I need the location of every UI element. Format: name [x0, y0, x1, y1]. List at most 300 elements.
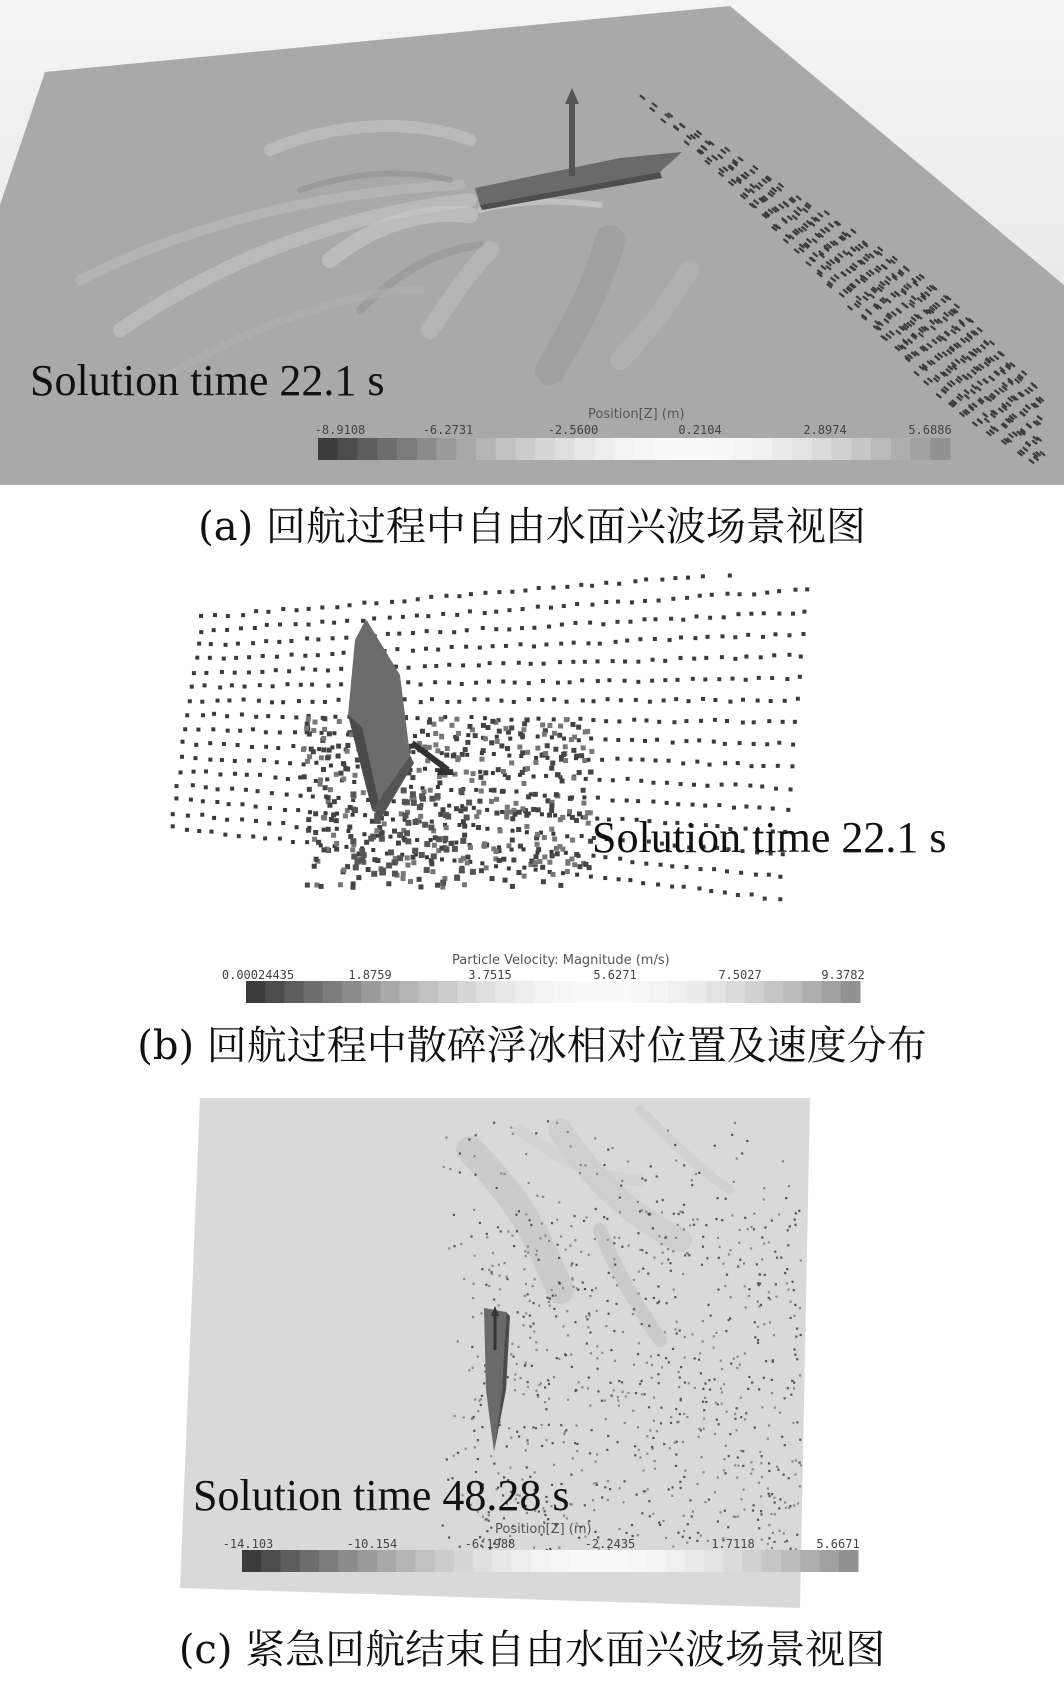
- ice-particle: [458, 808, 463, 813]
- ice-particle: [265, 623, 269, 627]
- ice-particle: [636, 1493, 638, 1495]
- colorbar-cell: [304, 981, 324, 1003]
- ice-particle: [781, 1436, 783, 1438]
- ice-particle: [736, 893, 740, 897]
- ice-particle: [720, 783, 724, 787]
- ice-particle: [488, 661, 492, 665]
- ice-particle: [490, 1527, 492, 1529]
- ice-particle: [524, 1364, 526, 1366]
- ice-particle: [204, 769, 208, 773]
- ice-particle: [781, 720, 785, 724]
- ice-particle: [771, 807, 775, 811]
- ice-particle: [336, 754, 341, 759]
- colorbar-cell: [745, 981, 765, 1003]
- ice-particle: [494, 864, 498, 868]
- ice-particle: [278, 837, 282, 841]
- ice-particle: [542, 854, 547, 859]
- ice-particle: [492, 752, 496, 756]
- ice-particle: [654, 759, 658, 763]
- ice-particle: [758, 1305, 760, 1307]
- ice-particle: [790, 1548, 792, 1550]
- ice-particle: [674, 1296, 676, 1298]
- ice-particle: [727, 1526, 729, 1528]
- ice-particle: [390, 600, 394, 604]
- ice-particle: [750, 1473, 752, 1475]
- ice-particle: [590, 603, 594, 607]
- ice-particle: [322, 816, 327, 821]
- ice-particle: [771, 1392, 773, 1394]
- ice-particle: [680, 1487, 682, 1489]
- ice-particle: [689, 1224, 691, 1226]
- ice-particle: [548, 1240, 550, 1242]
- ice-particle: [527, 1381, 529, 1383]
- ice-particle: [612, 1276, 614, 1278]
- ice-particle: [687, 699, 691, 703]
- ice-particle: [533, 792, 538, 797]
- ice-particle: [532, 774, 536, 778]
- ice-particle: [633, 1279, 635, 1281]
- ice-particle: [682, 1273, 684, 1275]
- colorbar-cell: [772, 438, 792, 460]
- colorbar-cell: [419, 981, 439, 1003]
- ice-particle: [516, 1311, 518, 1313]
- ice-particle: [490, 1455, 492, 1457]
- ice-particle: [302, 774, 307, 779]
- ice-particle: [185, 828, 189, 832]
- ice-particle: [415, 614, 419, 618]
- ice-particle: [715, 1401, 717, 1403]
- ice-particle: [273, 776, 277, 780]
- ice-particle: [331, 833, 336, 838]
- colorbar-cell: [323, 981, 343, 1003]
- ice-particle: [251, 727, 255, 731]
- ice-particle: [486, 1530, 488, 1532]
- ice-particle: [669, 1262, 671, 1264]
- ice-particle: [589, 875, 593, 879]
- ice-particle: [676, 678, 680, 682]
- ice-particle: [465, 753, 469, 757]
- ice-particle: [281, 821, 285, 825]
- ice-particle: [734, 1418, 736, 1420]
- ice-particle: [726, 592, 730, 596]
- colorbar-cell: [930, 438, 950, 460]
- ice-particle: [314, 761, 318, 765]
- ice-particle: [677, 1532, 679, 1534]
- ice-particle: [779, 1498, 781, 1500]
- ice-particle: [618, 1237, 620, 1239]
- ice-particle: [452, 859, 456, 863]
- ice-particle: [737, 1515, 739, 1517]
- ice-particle: [439, 734, 444, 739]
- ice-particle: [549, 766, 554, 771]
- ice-particle: [512, 700, 516, 704]
- colorbar-cell: [762, 1550, 782, 1572]
- ice-particle: [511, 829, 515, 833]
- ice-particle: [706, 635, 710, 639]
- ice-particle: [466, 733, 470, 737]
- ice-particle: [754, 1426, 756, 1428]
- ice-particle: [312, 864, 317, 869]
- ice-particle: [705, 1224, 707, 1226]
- ice-particle: [556, 1219, 558, 1221]
- ice-particle: [604, 581, 608, 585]
- ice-particle: [576, 1287, 578, 1289]
- ice-particle: [736, 1407, 738, 1409]
- ice-particle: [606, 1449, 608, 1451]
- ice-particle: [788, 1507, 790, 1509]
- colorbar-cell: [781, 1550, 801, 1572]
- ice-particle: [308, 810, 312, 814]
- ice-particle: [204, 671, 208, 675]
- ice-particle: [799, 1374, 801, 1376]
- ice-particle: [635, 1392, 637, 1394]
- colorbar-cell: [871, 438, 891, 460]
- ice-particle: [525, 1255, 527, 1257]
- ice-particle: [704, 1382, 706, 1384]
- ice-particle: [719, 1246, 721, 1248]
- ice-particle: [741, 698, 745, 702]
- ice-particle: [525, 1362, 527, 1364]
- ice-particle: [565, 861, 570, 866]
- ice-particle: [660, 1422, 662, 1424]
- ice-particle: [757, 1342, 759, 1344]
- ice-particle: [700, 1534, 702, 1536]
- ice-particle: [768, 1470, 770, 1472]
- ice-particle: [692, 783, 696, 787]
- ice-particle: [416, 716, 420, 720]
- ice-particle: [549, 606, 553, 610]
- ice-particle: [491, 1273, 493, 1275]
- ice-particle: [705, 784, 709, 788]
- ice-particle: [619, 1487, 621, 1489]
- ice-particle: [555, 1315, 557, 1317]
- ice-particle: [552, 717, 556, 721]
- ice-particle: [527, 1443, 529, 1445]
- ice-particle: [525, 717, 530, 722]
- ice-particle: [617, 1396, 619, 1398]
- ice-particle: [472, 1367, 474, 1369]
- ice-particle: [796, 1358, 798, 1360]
- ice-particle: [494, 797, 499, 802]
- ice-particle: [588, 1376, 590, 1378]
- ice-particle: [750, 893, 754, 897]
- ice-particle: [526, 794, 531, 799]
- ice-particle: [477, 1356, 479, 1358]
- colorbar-cell: [674, 438, 694, 460]
- ice-particle: [552, 731, 557, 736]
- ice-particle: [641, 1209, 643, 1211]
- ice-particle: [497, 590, 501, 594]
- ice-particle: [324, 811, 328, 815]
- ice-particle: [652, 1513, 654, 1515]
- panel-c: [0, 1090, 1064, 1620]
- ice-particle: [396, 841, 401, 846]
- ice-particle: [607, 1435, 609, 1437]
- ice-particle: [417, 768, 422, 773]
- ice-particle: [532, 626, 536, 630]
- ice-particle: [307, 607, 311, 611]
- ice-particle: [689, 1537, 691, 1539]
- ice-particle: [745, 1306, 747, 1308]
- ice-particle: [694, 614, 698, 618]
- ice-particle: [694, 1387, 696, 1389]
- ice-particle: [681, 761, 685, 765]
- ice-particle: [759, 1451, 761, 1453]
- colorbar-tick: 1.8759: [348, 968, 392, 982]
- ice-particle: [436, 785, 440, 789]
- panel-b: [0, 565, 1064, 1015]
- colorbar-cell: [693, 438, 713, 460]
- ice-particle: [263, 836, 267, 840]
- ice-particle: [239, 626, 243, 630]
- ice-particle: [582, 1281, 584, 1283]
- ice-particle: [483, 611, 487, 615]
- ice-particle: [660, 1243, 662, 1245]
- ice-particle: [710, 1314, 712, 1316]
- ice-particle: [763, 1187, 765, 1189]
- ice-particle: [560, 847, 565, 852]
- ice-particle: [299, 794, 303, 798]
- ice-particle: [752, 720, 756, 724]
- ice-particle: [485, 827, 489, 831]
- ice-particle: [802, 610, 806, 614]
- ice-particle: [689, 1499, 691, 1501]
- ice-particle: [703, 1428, 705, 1430]
- ice-particle: [533, 1330, 535, 1332]
- ice-particle: [438, 630, 442, 634]
- ice-particle: [397, 855, 403, 861]
- ice-particle: [535, 1427, 537, 1429]
- ice-particle: [710, 593, 714, 597]
- ice-particle: [592, 699, 596, 703]
- ice-particle: [579, 753, 584, 758]
- ice-particle: [332, 731, 336, 735]
- ice-particle: [762, 611, 766, 615]
- ice-particle: [253, 626, 257, 630]
- ice-particle: [514, 790, 518, 794]
- ice-particle: [404, 799, 410, 805]
- ice-particle: [464, 645, 468, 649]
- ice-particle: [493, 1298, 495, 1300]
- ice-particle: [637, 1426, 639, 1428]
- ice-particle: [457, 1452, 459, 1454]
- ice-particle: [542, 662, 546, 666]
- ice-particle: [497, 729, 502, 734]
- ice-particle: [453, 1245, 455, 1247]
- ice-particle: [251, 641, 255, 645]
- ice-particle: [717, 1476, 719, 1478]
- ice-particle: [244, 788, 248, 792]
- ice-particle: [577, 770, 582, 775]
- ice-particle: [616, 1441, 618, 1443]
- ice-particle: [705, 1401, 707, 1403]
- ice-particle: [251, 834, 255, 838]
- ice-particle: [587, 1326, 589, 1328]
- ice-particle: [771, 1379, 773, 1381]
- ice-particle: [338, 882, 343, 887]
- ice-particle: [493, 1463, 495, 1465]
- colorbar-cell: [591, 981, 611, 1003]
- ice-particle: [540, 865, 545, 870]
- ice-particle: [588, 621, 592, 625]
- ice-particle: [672, 1546, 674, 1548]
- ice-particle: [517, 810, 522, 815]
- ice-particle: [203, 683, 207, 687]
- ice-particle: [509, 760, 514, 765]
- ice-particle: [568, 680, 572, 684]
- ice-particle: [468, 845, 473, 850]
- ice-particle: [554, 792, 559, 797]
- ice-particle: [740, 1450, 742, 1452]
- ice-particle: [708, 763, 712, 767]
- ice-particle: [461, 663, 465, 667]
- ice-particle: [646, 1362, 648, 1364]
- ice-particle: [314, 857, 319, 862]
- ice-particle: [675, 1237, 677, 1239]
- ice-particle: [558, 1257, 560, 1259]
- ice-particle: [784, 1444, 786, 1446]
- ice-particle: [779, 1412, 781, 1414]
- ice-particle: [575, 1389, 577, 1391]
- ice-particle: [305, 883, 310, 888]
- ice-particle: [601, 1352, 603, 1354]
- ice-particle: [758, 1482, 760, 1484]
- ice-particle: [222, 742, 226, 746]
- ice-particle: [401, 871, 406, 876]
- ice-particle: [570, 838, 575, 843]
- ice-particle: [617, 1399, 619, 1401]
- ice-particle: [333, 715, 337, 719]
- ice-particle: [179, 770, 183, 774]
- ice-particle: [325, 777, 329, 781]
- ice-particle: [700, 1372, 702, 1374]
- ice-particle: [552, 1442, 554, 1444]
- ice-particle: [470, 1235, 472, 1237]
- ice-particle: [673, 576, 677, 580]
- ice-particle: [411, 750, 415, 754]
- ice-particle: [240, 802, 244, 806]
- ice-particle: [233, 671, 237, 675]
- ice-particle: [753, 1504, 755, 1506]
- ice-particle: [332, 621, 336, 625]
- ice-particle: [486, 1236, 488, 1238]
- colorbar-cell: [707, 981, 727, 1003]
- ice-particle: [234, 656, 238, 660]
- ice-particle: [295, 608, 299, 612]
- colorbar-cell: [476, 438, 496, 460]
- ice-particle: [449, 788, 453, 792]
- ice-particle: [668, 1488, 670, 1490]
- ice-particle: [471, 1417, 473, 1419]
- ice-particle: [724, 1472, 726, 1474]
- ice-particle: [332, 799, 337, 804]
- ice-particle: [611, 1395, 613, 1397]
- ice-particle: [693, 636, 697, 640]
- ice-particle: [496, 1187, 498, 1189]
- ice-particle: [684, 1470, 686, 1472]
- ice-particle: [230, 683, 234, 687]
- ice-particle: [558, 1358, 560, 1360]
- ice-particle: [293, 730, 297, 734]
- ice-particle: [523, 1316, 525, 1318]
- ice-particle: [503, 726, 508, 731]
- ice-particle: [556, 1357, 558, 1359]
- ice-particle: [561, 752, 566, 757]
- ice-particle: [445, 814, 451, 820]
- ice-particle: [518, 1435, 520, 1437]
- ice-particle: [537, 1259, 539, 1261]
- ice-particle: [415, 838, 419, 842]
- ice-particle: [534, 756, 538, 760]
- ice-particle: [728, 700, 732, 704]
- ice-particle: [788, 1185, 790, 1187]
- ice-particle: [774, 1407, 776, 1409]
- ice-particle: [778, 897, 782, 901]
- ice-particle: [338, 771, 343, 776]
- colorbar-cell: [646, 1550, 666, 1572]
- ice-particle: [507, 1231, 509, 1233]
- ice-particle: [472, 1316, 474, 1318]
- ice-particle: [725, 1330, 727, 1332]
- ice-particle: [225, 818, 229, 822]
- ice-particle: [606, 1300, 608, 1302]
- colorbar-cell: [649, 981, 669, 1003]
- ice-particle: [316, 840, 321, 845]
- ice-particle: [623, 679, 627, 683]
- ice-particle: [785, 1197, 787, 1199]
- ice-particle: [601, 622, 605, 626]
- ice-particle: [627, 1161, 629, 1163]
- ice-particle: [715, 1218, 717, 1220]
- ice-particle: [213, 613, 217, 617]
- ice-particle: [757, 1282, 759, 1284]
- colorbar-tick: -6.1988: [464, 1537, 516, 1551]
- ice-particle: [200, 700, 204, 704]
- ice-particle: [604, 1400, 606, 1402]
- ice-particle: [789, 787, 793, 791]
- ice-particle: [440, 880, 446, 886]
- ice-particle: [254, 819, 258, 823]
- ice-particle: [642, 1268, 644, 1270]
- ice-particle: [661, 1211, 663, 1213]
- ice-particle: [744, 1217, 746, 1219]
- ice-particle: [577, 738, 581, 742]
- ice-particle: [523, 1268, 525, 1270]
- ice-particle: [760, 784, 764, 788]
- ice-particle: [800, 1259, 802, 1261]
- ice-particle: [281, 715, 285, 719]
- ice-particle: [729, 1249, 731, 1251]
- ice-particle: [341, 761, 346, 766]
- ice-particle: [703, 804, 707, 808]
- ice-particle: [501, 769, 506, 774]
- ice-particle: [700, 1456, 702, 1458]
- ice-particle: [717, 677, 721, 681]
- ice-particle: [511, 1343, 513, 1345]
- ice-particle: [287, 669, 291, 673]
- ice-particle: [522, 1324, 524, 1326]
- ice-particle: [509, 1467, 511, 1469]
- ice-particle: [734, 1413, 736, 1415]
- ice-particle: [603, 1164, 605, 1166]
- ice-particle: [639, 779, 643, 783]
- colorbar-cell: [611, 981, 631, 1003]
- ice-particle: [653, 1297, 655, 1299]
- ice-particle: [715, 1332, 717, 1334]
- ice-particle: [605, 1325, 607, 1327]
- ice-particle: [778, 875, 782, 879]
- colorbar-cell: [242, 1550, 262, 1572]
